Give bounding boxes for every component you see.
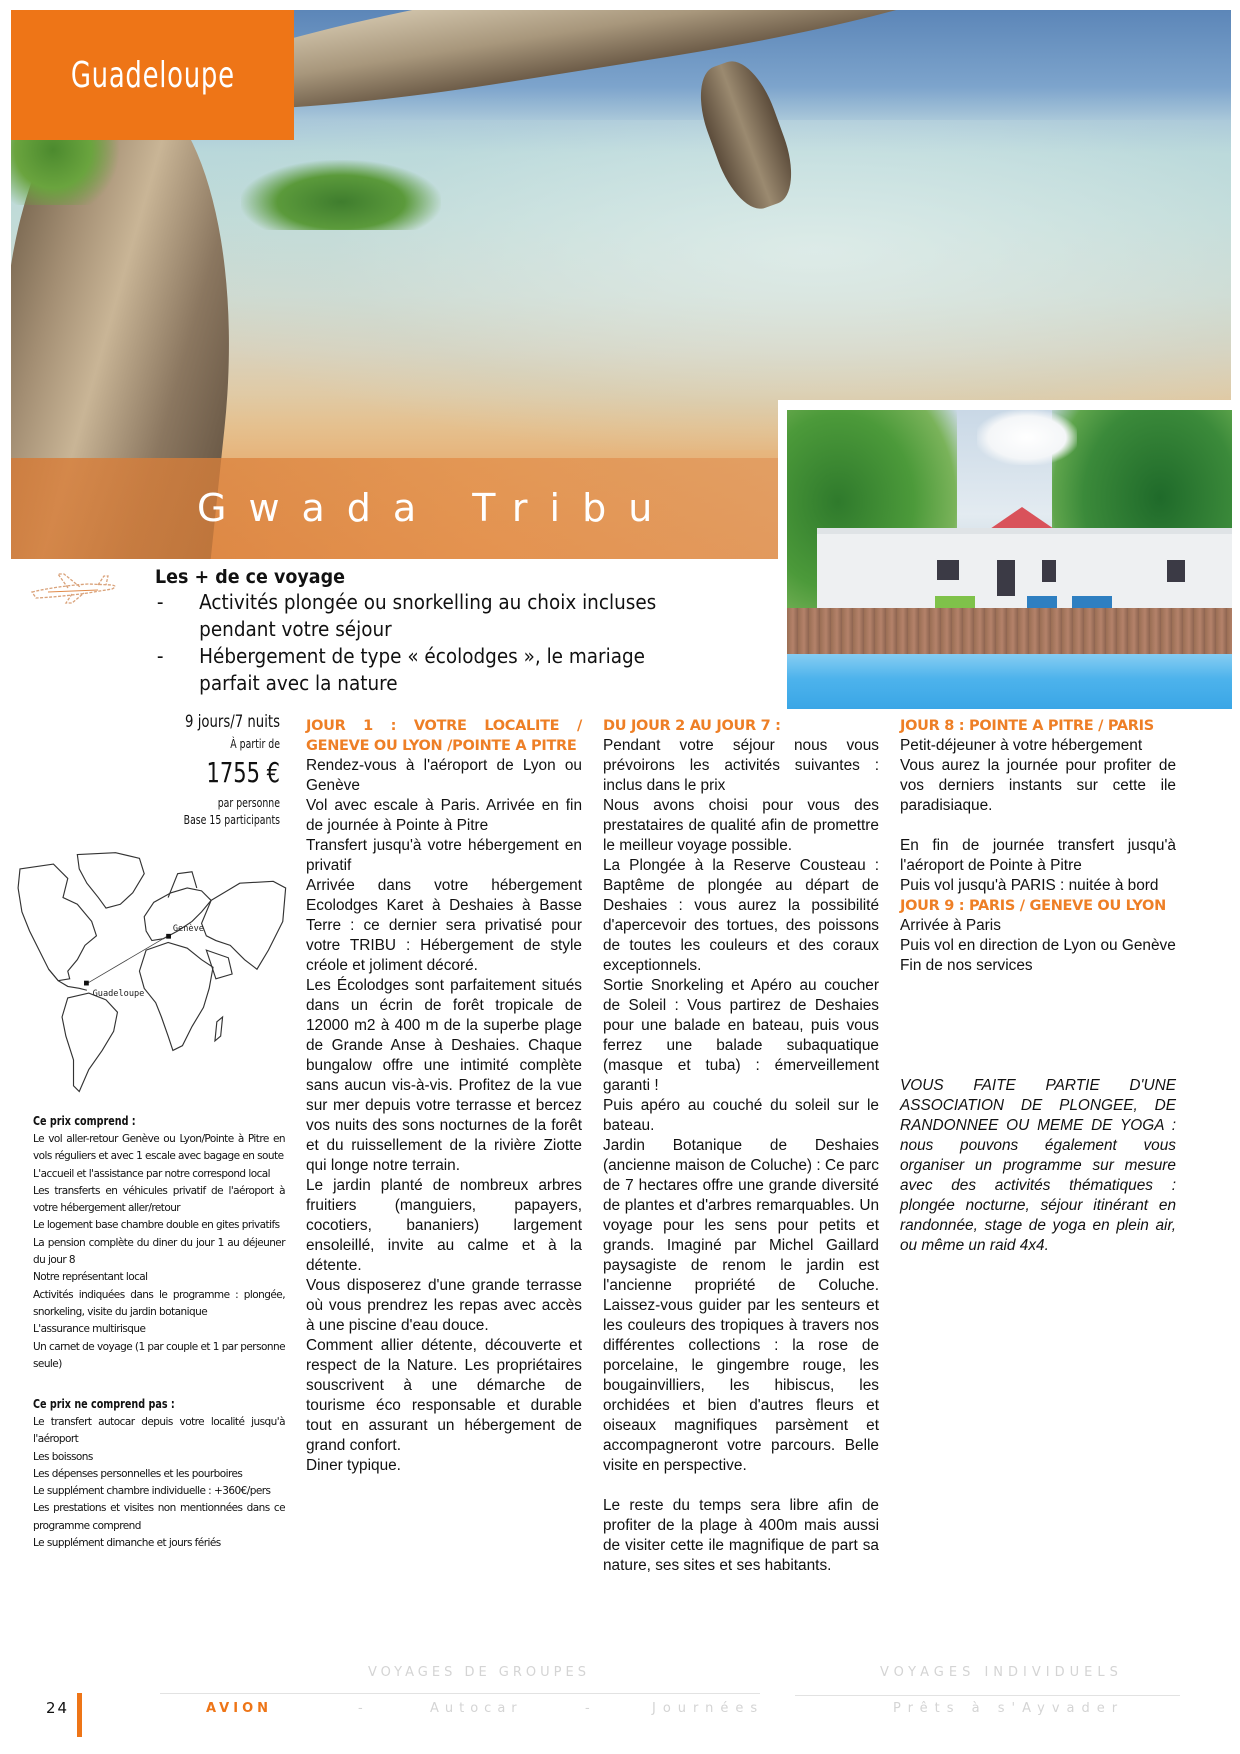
airplane-icon bbox=[28, 568, 120, 606]
geneve-marker bbox=[166, 934, 171, 939]
footer-separator: - bbox=[585, 1701, 590, 1716]
day9-paragraph: Puis vol en direction de Lyon ou Genève bbox=[900, 937, 1176, 954]
includes-item: Le logement base chambre double en gites privatifs bbox=[33, 1219, 280, 1232]
guadeloupe-marker bbox=[84, 981, 89, 986]
footer-nav-autocar[interactable]: Autocar bbox=[430, 1701, 523, 1716]
days2to7-paragraph: Nous avons choisi pour vous des prestataires de qualité afin de promettre le meilleur voyage possible. bbox=[603, 797, 879, 854]
day1-paragraph: Vous disposerez d'une grande terrasse où vous prendrez les repas avec accès à une piscine d'eau douce. bbox=[306, 1277, 582, 1334]
includes-item: Activités indiquées dans le programme : plongée, snorkeling, visite du jardin botanique bbox=[33, 1288, 285, 1318]
excludes-item: Le supplément dimanche et jours fériés bbox=[33, 1537, 221, 1550]
day1-paragraph: Transfert jusqu'à votre hébergement en privatif bbox=[306, 837, 582, 874]
price-per-person: par personne bbox=[217, 796, 280, 810]
price-box bbox=[140, 712, 280, 827]
excludes-item: Le supplément chambre individuelle : +360€/pers bbox=[33, 1485, 271, 1498]
day9-paragraph: Fin de nos services bbox=[900, 957, 1033, 974]
program-day1-column bbox=[306, 716, 582, 1476]
map-label-geneve: Genève bbox=[172, 924, 204, 934]
price-includes-section bbox=[33, 1114, 285, 1373]
program-day8-9-column bbox=[900, 716, 1176, 1256]
cloud bbox=[977, 410, 1077, 465]
day8-paragraph: En fin de journée transfert jusqu'à l'aéroport de Pointe à Pitre bbox=[900, 837, 1176, 874]
price-includes-title: Ce prix comprend : bbox=[33, 1114, 136, 1128]
footer-nav-prets[interactable]: Prêts à s'Ayvader bbox=[893, 1701, 1125, 1716]
footer-separator: - bbox=[358, 1701, 363, 1716]
day8-paragraph: Puis vol jusqu'à PARIS : nuitée à bord bbox=[900, 877, 1159, 894]
lodge-photo-frame bbox=[778, 400, 1232, 709]
footer-nav-journees[interactable]: Journées bbox=[652, 1701, 765, 1716]
excludes-item: Les dépenses personnelles et les pourboires bbox=[33, 1467, 243, 1480]
includes-item: Un carnet de voyage (1 par couple et 1 par personne seule) bbox=[33, 1340, 285, 1370]
footer-group-title: VOYAGES DE GROUPES bbox=[368, 1665, 590, 1680]
world-map bbox=[10, 845, 288, 1103]
window bbox=[1167, 560, 1185, 582]
trip-duration: 9 jours/7 nuits bbox=[185, 712, 280, 732]
highlights-section bbox=[155, 566, 775, 697]
footer-divider-individual bbox=[795, 1695, 1180, 1696]
map-label-guadeloupe: Guadeloupe bbox=[92, 988, 145, 999]
day1-paragraph: Comment allier détente, découverte et respect de la Nature. Les propriétaires souscrivent à une démarche de tourisme éco responsable et durable tout en assurant un hébergement de grand confort. bbox=[306, 1337, 582, 1454]
excludes-item: Le transfert autocar depuis votre localité jusqu'à l'aéroport bbox=[33, 1416, 285, 1446]
day1-paragraph: Le jardin planté de nombreux arbres fruitiers (manguiers, papayers, cocotiers, bananiers) largement ensoleillé, invite au calme et à la détente. bbox=[306, 1177, 582, 1274]
association-note: VOUS FAITE PARTIE D'UNE ASSOCIATION DE PLONGEE, DE RANDONNEE OU MEME DE YOGA : nous pouvons également vous organiser un programme sur mesure avec des activités thématiques : plongée nocturne, séjour itinérant en randonnée, stage de yoga en plein air, ou même un raid 4x4. bbox=[900, 1077, 1176, 1254]
program-days2to7-column bbox=[603, 716, 879, 1576]
day1-title: JOUR 1 : VOTRE LOCALITE / GENEVE OU LYON /POINTE A PITRE bbox=[306, 718, 582, 754]
blue-sofa bbox=[1072, 596, 1112, 608]
days2to7-paragraph: Jardin Botanique de Deshaies (ancienne maison de Coluche) : Ce parc de 7 hectares offre une grande diversité de plantes et d'arbres remarquables. Un voyage pour les sens pour petits et grands. Imaginé par Michel Gaillard paysagiste de renom le jardin est l'ancienne propriété de Coluche. Laissez-vous guider par les senteurs et les couleurs des tropiques à travers nos différentes collections : la rose de porcelaine, le gingembre rouge, les bougainvilliers, les hibiscus, les orchidées et bien d'autres fleurs et oiseaux magnifiques parsèment et accompagneront votre parcours. Belle visite en perspective. bbox=[603, 1137, 879, 1474]
day1-paragraph: Rendez-vous à l'aéroport de Lyon ou Genève bbox=[306, 757, 582, 794]
includes-item: Le vol aller-retour Genève ou Lyon/Pointe à Pitre en vols réguliers et avec 1 escale avec bagage en soute bbox=[33, 1133, 285, 1163]
green-sofa bbox=[935, 596, 975, 608]
days2to7-paragraph: Le reste du temps sera libre afin de profiter de la plage à 400m mais aussi de visiter cette ile magnifique de part sa nature, ses sites et ses habitants. bbox=[603, 1497, 879, 1574]
includes-item: L'accueil et l'assistance par notre correspond local bbox=[33, 1167, 271, 1180]
includes-item: L'assurance multirisque bbox=[33, 1323, 146, 1336]
page-number-bar bbox=[77, 1693, 82, 1737]
country-title: Guadeloupe bbox=[70, 54, 235, 96]
days2to7-paragraph: Sortie Snorkeling et Apéro au coucher de Soleil : Vous partirez de Deshaies pour une balade en bateau, puis vous ferrez une balade subaquatique (masque et tuba) : émerveillement garanti ! bbox=[603, 977, 879, 1094]
days2to7-paragraph: La Plongée à la Reserve Cousteau : Baptême de plongée au départ de Deshaies : vous aurez la possibilité d'apercevoir des tortues, des poissons de toutes les couleurs et des coraux exceptionnels. bbox=[603, 857, 879, 974]
day1-paragraph: Arrivée dans votre hébergement Ecolodges Karet à Deshaies à Basse Terre : ce dernier sera privatisé pour votre TRIBU : Hébergement de style créole et joliment décoré. bbox=[306, 877, 582, 974]
price-base: Base 15 participants bbox=[183, 813, 280, 827]
page-number: 24 bbox=[46, 1699, 70, 1717]
lodge-photo bbox=[787, 410, 1232, 709]
country-tag bbox=[11, 10, 294, 140]
trip-title: Gwada Tribu bbox=[197, 486, 675, 530]
island-vegetation bbox=[241, 160, 441, 230]
spacer bbox=[603, 1476, 879, 1496]
day9-paragraph: Arrivée à Paris bbox=[900, 917, 1001, 934]
door bbox=[997, 560, 1015, 596]
price-from-label: À partir de bbox=[230, 737, 280, 751]
includes-item: Notre représentant local bbox=[33, 1271, 148, 1284]
highlights-title: Les + de ce voyage bbox=[155, 566, 345, 588]
day1-paragraph: Vol avec escale à Paris. Arrivée en fin de journée à Pointe à Pitre bbox=[306, 797, 582, 834]
price-excludes-title: Ce prix ne comprend pas : bbox=[33, 1397, 175, 1411]
day8-paragraph: Petit-déjeuner à votre hébergement bbox=[900, 737, 1143, 754]
highlights-list bbox=[155, 589, 775, 697]
window bbox=[937, 560, 959, 580]
day9-title: JOUR 9 : PARIS / GENEVE OU LYON bbox=[900, 898, 1166, 914]
day1-paragraph: Diner typique. bbox=[306, 1457, 401, 1474]
day1-paragraph: Les Écolodges sont parfaitement situés dans un écrin de forêt tropicale de 12000 m2 à 400 m de la superbe plage de Grande Anse à Deshaies. Chaque bungalow offre une intimité complète sans aucun vis-à-vis. Profitez de la vue sur mer depuis votre terrasse et bercez vos nuits des sons nocturnes de la forêt et du ruissellement de la rivière Ziotte qui longe notre terrain. bbox=[306, 977, 582, 1174]
includes-item: Les transferts en véhicules privatif de l'aéroport à votre hébergement aller/retour bbox=[33, 1184, 285, 1215]
excludes-item: Les boissons bbox=[33, 1450, 93, 1463]
swimming-pool bbox=[787, 654, 1232, 709]
window bbox=[1042, 560, 1056, 582]
footer-divider-groups bbox=[160, 1693, 760, 1694]
spacer bbox=[900, 976, 1176, 1076]
trip-title-band bbox=[11, 458, 780, 559]
includes-item: La pension complète du diner du jour 1 au déjeuner du jour 8 bbox=[33, 1236, 285, 1267]
blue-sofa bbox=[1027, 596, 1057, 608]
spacer bbox=[900, 816, 1176, 836]
highlight-item: - Activités plongée ou snorkelling au choix incluses pendant votre séjour bbox=[155, 589, 698, 643]
days2to7-paragraph: Pendant votre séjour nous vous prévoirons les activités suivantes : inclus dans le prix bbox=[603, 737, 879, 794]
footer-nav-avion[interactable]: AVION bbox=[206, 1701, 273, 1716]
wooden-deck bbox=[787, 608, 1232, 656]
excludes-item: Les prestations et visites non mentionnées dans ce programme comprend bbox=[33, 1502, 285, 1532]
days2to7-paragraph: Puis apéro au couché du soleil sur le bateau. bbox=[603, 1097, 879, 1134]
price-excludes-section bbox=[33, 1397, 285, 1552]
days2to7-title: DU JOUR 2 AU JOUR 7 : bbox=[603, 718, 781, 734]
price-amount: 1755 € bbox=[206, 756, 280, 789]
highlight-item: - Hébergement de type « écolodges », le mariage parfait avec la nature bbox=[155, 643, 698, 697]
day8-paragraph: Vous aurez la journée pour profiter de vos derniers instants sur cette ile paradisiaque. bbox=[900, 757, 1176, 814]
footer-individual-title: VOYAGES INDIVIDUELS bbox=[880, 1665, 1123, 1680]
day8-title: JOUR 8 : POINTE A PITRE / PARIS bbox=[900, 718, 1154, 734]
